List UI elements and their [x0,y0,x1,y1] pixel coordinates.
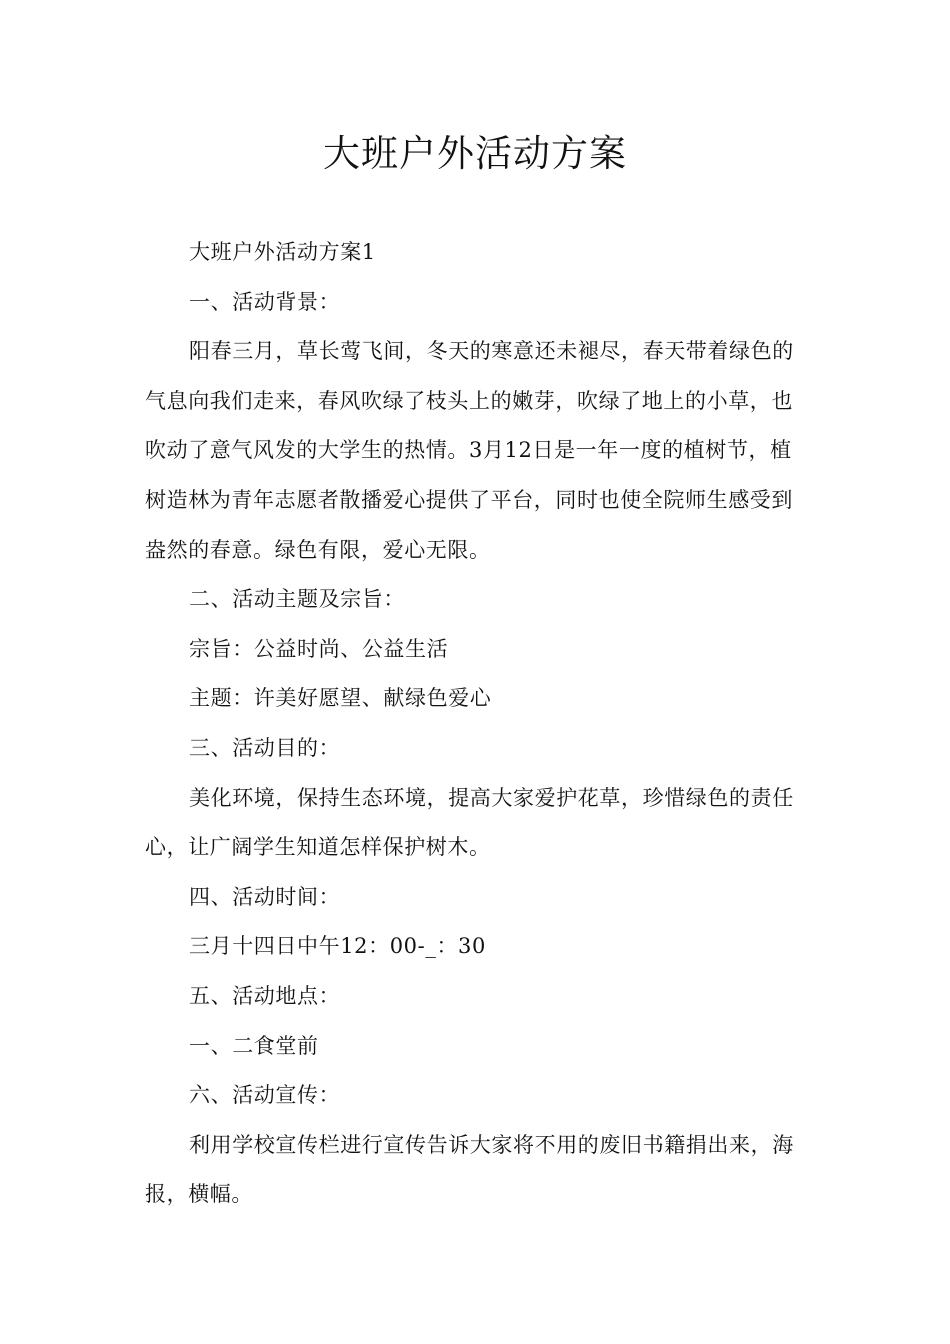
publicity-heading: 六、活动宣传： [189,1083,341,1108]
time-line: 三月十四日中午12：00-_：30 [189,934,486,959]
document-body [145,228,810,1220]
document-title: 大班户外活动方案 [323,132,627,175]
background-paragraph: 阳春三月，草长莺飞间，冬天的寒意还未褪尽，春天带着绿色的气息向我们走来，春风吹绿了枝头上的嫩芽，吹绿了地上的小草，也吹动了意气风发的大学生的热情。3月12日是一年一度的植树节，植树造林为青年志愿者散播爱心提供了平台，同时也使全院师生感受到盎然的春意。绿色有限，爱心无限。 [145,339,794,562]
background-heading: 一、活动背景： [189,289,341,314]
purpose-line: 宗旨：公益时尚、公益生活 [189,636,449,661]
goal-paragraph: 美化环境，保持生态环境，提高大家爱护花草，珍惜绿色的责任心，让广阔学生知道怎样保护树木。 [145,785,794,860]
theme-line: 主题：许美好愿望、献绿色爱心 [189,686,492,711]
section-heading: 大班户外活动方案1 [189,240,376,264]
location-heading: 五、活动地点： [189,983,341,1008]
goal-heading: 三、活动目的： [189,735,341,760]
theme-heading: 二、活动主题及宗旨： [189,587,405,612]
time-heading: 四、活动时间： [189,884,341,909]
location-line: 一、二食堂前 [189,1033,319,1058]
publicity-paragraph: 利用学校宣传栏进行宣传告诉大家将不用的废旧书籍捐出来，海报，横幅。 [145,1132,794,1207]
